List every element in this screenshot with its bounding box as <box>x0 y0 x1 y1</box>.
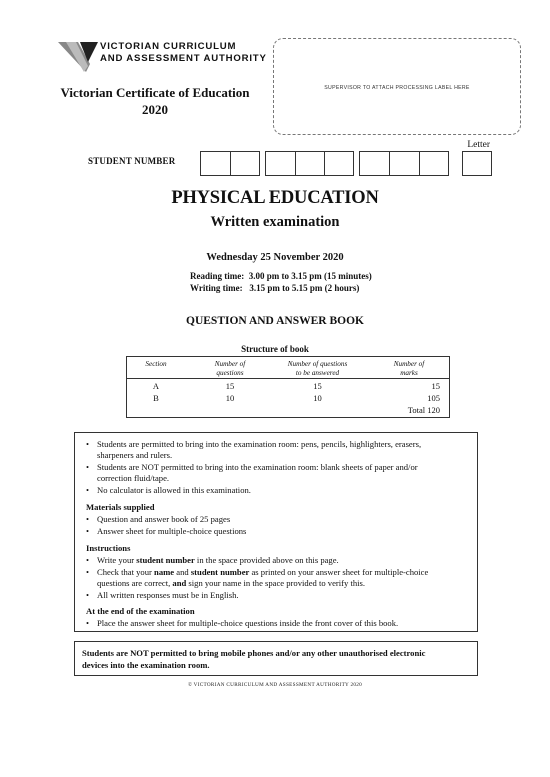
copyright-footer: © VICTORIAN CURRICULUM AND ASSESSMENT AUTHORITY 2020 <box>187 682 363 688</box>
bullet-icon: • <box>86 526 90 536</box>
instructions-heading: Instructions <box>86 543 131 553</box>
instruction-write-student-number: Write your student number in the space provided above on this page. <box>97 555 339 565</box>
instruction-check-name-cont: questions are correct, and sign your name in the space provided to verify this. <box>97 578 366 588</box>
student-number-box-group-2[interactable] <box>265 151 354 176</box>
permitted-items-cont: sharpeners and rulers. <box>97 450 173 460</box>
bullet-icon: • <box>86 590 90 600</box>
instruction-check-name: Check that your name and student number as printed on your answer sheet for multiple-choice <box>97 567 429 577</box>
instruction-english: All written responses must be in English. <box>97 590 239 600</box>
subject-title: PHYSICAL EDUCATION <box>171 188 379 208</box>
warning-line-2: devices into the examination room. <box>82 660 210 670</box>
student-letter-box[interactable] <box>462 151 492 176</box>
table-header-section: Section <box>145 360 167 368</box>
bullet-icon: • <box>86 485 90 495</box>
end-heading: At the end of the examination <box>86 606 195 616</box>
not-permitted-items: Students are NOT permitted to bring into the examination room: blank sheets of paper and/or <box>97 462 418 472</box>
table-row-b-marks: 105 <box>427 393 440 403</box>
table-header-divider <box>126 378 450 379</box>
student-number-label: STUDENT NUMBER <box>88 156 176 166</box>
bullet-icon: • <box>86 514 90 524</box>
letter-label: Letter <box>467 140 490 150</box>
table-row-a-questions: 15 <box>225 381 235 391</box>
table-row-a-to-answer: 15 <box>313 381 322 391</box>
materials-item-answer-sheet: Answer sheet for multiple-choice questions <box>97 526 247 536</box>
book-title: QUESTION AND ANSWER BOOK <box>186 315 364 327</box>
structure-heading: Structure of book <box>241 344 309 354</box>
bullet-icon: • <box>86 439 90 449</box>
bullet-icon: • <box>86 462 90 472</box>
certificate-title: Victorian Certificate of Education 2020 <box>60 85 250 117</box>
table-row-b-to-answer: 10 <box>313 393 322 403</box>
end-instruction: Place the answer sheet for multiple-choice questions inside the front cover of this book. <box>97 618 399 628</box>
table-header-marks: Number of marks <box>393 360 425 377</box>
bullet-icon: • <box>86 555 90 565</box>
table-row-b-section: B <box>153 393 159 403</box>
warning-line-1: Students are NOT permitted to bring mobile phones and/or any other unauthorised electronic <box>82 648 426 658</box>
writing-time: Writing time: 3.15 pm to 5.15 pm (2 hours) <box>190 283 360 293</box>
bullet-icon: • <box>86 567 90 577</box>
table-row-b-questions: 10 <box>225 393 235 403</box>
bullet-icon: • <box>86 618 90 628</box>
paper-title: Written examination <box>210 214 340 230</box>
table-row-a-marks: 15 <box>431 381 440 391</box>
processing-label-text: SUPERVISOR TO ATTACH PROCESSING LABEL HERE <box>324 85 470 91</box>
not-permitted-items-cont: correction fluid/tape. <box>97 473 170 483</box>
calculator-note: No calculator is allowed in this examination. <box>97 485 251 495</box>
permitted-items: Students are permitted to bring into the examination room: pens, pencils, highlighters, erasers, <box>97 439 422 449</box>
table-header-to-answer: Number of questions to be answered <box>287 360 348 377</box>
authority-name: VICTORIAN CURRICULUM AND ASSESSMENT AUTHORITY <box>100 41 267 64</box>
table-total: Total 120 <box>407 405 440 415</box>
exam-date: Wednesday 25 November 2020 <box>206 252 344 263</box>
table-row-a-section: A <box>152 381 160 391</box>
materials-item-book: Question and answer book of 25 pages <box>97 514 231 524</box>
materials-heading: Materials supplied <box>86 502 155 512</box>
table-header-questions: Number of questions <box>214 360 246 377</box>
student-number-box-group-1[interactable] <box>200 151 260 176</box>
student-number-box-group-3[interactable] <box>359 151 449 176</box>
reading-time: Reading time: 3.00 pm to 3.15 pm (15 minutes) <box>190 271 372 281</box>
